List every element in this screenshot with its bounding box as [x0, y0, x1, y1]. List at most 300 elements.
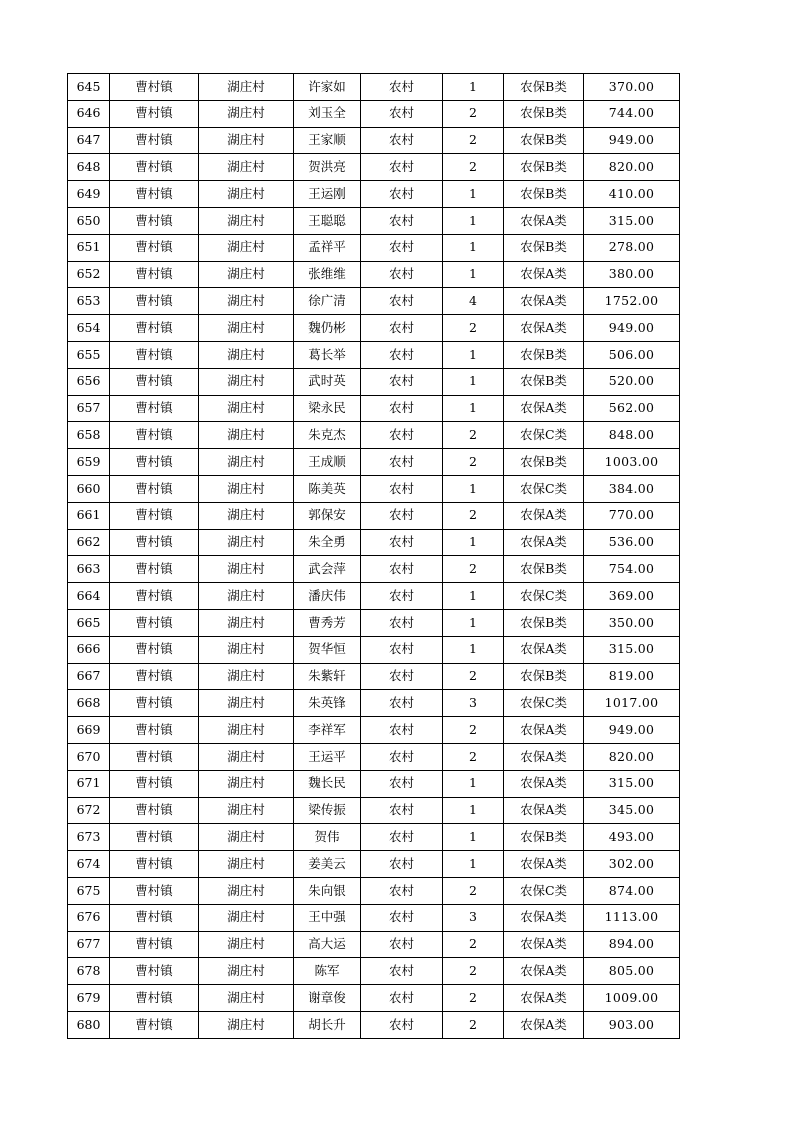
town-cell: 曹村镇: [110, 851, 199, 878]
table-row: [68, 74, 680, 101]
amount-cell: 493.00: [584, 824, 680, 851]
amount-cell: 380.00: [584, 261, 680, 288]
area-type-cell: 农村: [361, 1011, 443, 1038]
name-cell: 梁传振: [294, 797, 361, 824]
area-type-cell: 农村: [361, 288, 443, 315]
village-cell: 湖庄村: [199, 770, 294, 797]
row-number-cell: 678: [68, 958, 110, 985]
insurance-category-cell: 农保A类: [504, 743, 584, 770]
town-cell: 曹村镇: [110, 181, 199, 208]
table-row: [68, 609, 680, 636]
table-row: [68, 636, 680, 663]
assistance-table: [67, 73, 680, 1039]
village-cell: 湖庄村: [199, 743, 294, 770]
insurance-category-cell: 农保B类: [504, 663, 584, 690]
table-row: [68, 207, 680, 234]
area-type-cell: 农村: [361, 556, 443, 583]
town-cell: 曹村镇: [110, 127, 199, 154]
row-number-cell: 649: [68, 181, 110, 208]
name-cell: 王运平: [294, 743, 361, 770]
row-number-cell: 657: [68, 395, 110, 422]
insurance-category-cell: 农保C类: [504, 690, 584, 717]
insurance-category-cell: 农保A类: [504, 502, 584, 529]
household-count-cell: 2: [443, 315, 504, 342]
town-cell: 曹村镇: [110, 556, 199, 583]
row-number-cell: 646: [68, 100, 110, 127]
village-cell: 湖庄村: [199, 261, 294, 288]
area-type-cell: 农村: [361, 985, 443, 1012]
area-type-cell: 农村: [361, 717, 443, 744]
insurance-category-cell: 农保A类: [504, 636, 584, 663]
table-row: [68, 583, 680, 610]
household-count-cell: 2: [443, 1011, 504, 1038]
table-row: [68, 288, 680, 315]
insurance-category-cell: 农保A类: [504, 261, 584, 288]
row-number-cell: 658: [68, 422, 110, 449]
amount-cell: 506.00: [584, 341, 680, 368]
area-type-cell: 农村: [361, 502, 443, 529]
amount-cell: 370.00: [584, 74, 680, 101]
household-count-cell: 2: [443, 556, 504, 583]
table-row: [68, 770, 680, 797]
town-cell: 曹村镇: [110, 502, 199, 529]
insurance-category-cell: 农保C类: [504, 583, 584, 610]
insurance-category-cell: 农保A类: [504, 1011, 584, 1038]
town-cell: 曹村镇: [110, 1011, 199, 1038]
name-cell: 胡长升: [294, 1011, 361, 1038]
town-cell: 曹村镇: [110, 824, 199, 851]
name-cell: 武时英: [294, 368, 361, 395]
amount-cell: 315.00: [584, 207, 680, 234]
name-cell: 曹秀芳: [294, 609, 361, 636]
insurance-category-cell: 农保B类: [504, 609, 584, 636]
name-cell: 朱全勇: [294, 529, 361, 556]
village-cell: 湖庄村: [199, 502, 294, 529]
amount-cell: 384.00: [584, 475, 680, 502]
row-number-cell: 654: [68, 315, 110, 342]
table-row: [68, 717, 680, 744]
insurance-category-cell: 农保B类: [504, 74, 584, 101]
name-cell: 孟祥平: [294, 234, 361, 261]
row-number-cell: 648: [68, 154, 110, 181]
village-cell: 湖庄村: [199, 958, 294, 985]
amount-cell: 1003.00: [584, 449, 680, 476]
name-cell: 朱英锋: [294, 690, 361, 717]
area-type-cell: 农村: [361, 181, 443, 208]
village-cell: 湖庄村: [199, 288, 294, 315]
area-type-cell: 农村: [361, 931, 443, 958]
area-type-cell: 农村: [361, 234, 443, 261]
insurance-category-cell: 农保B类: [504, 368, 584, 395]
village-cell: 湖庄村: [199, 395, 294, 422]
table-row: [68, 368, 680, 395]
household-count-cell: 2: [443, 985, 504, 1012]
household-count-cell: 1: [443, 207, 504, 234]
town-cell: 曹村镇: [110, 985, 199, 1012]
name-cell: 魏仍彬: [294, 315, 361, 342]
amount-cell: 805.00: [584, 958, 680, 985]
town-cell: 曹村镇: [110, 958, 199, 985]
name-cell: 徐广清: [294, 288, 361, 315]
row-number-cell: 675: [68, 877, 110, 904]
table-row: [68, 475, 680, 502]
household-count-cell: 1: [443, 341, 504, 368]
table-row: [68, 743, 680, 770]
row-number-cell: 677: [68, 931, 110, 958]
name-cell: 贺洪亮: [294, 154, 361, 181]
town-cell: 曹村镇: [110, 717, 199, 744]
town-cell: 曹村镇: [110, 315, 199, 342]
name-cell: 谢章俊: [294, 985, 361, 1012]
household-count-cell: 2: [443, 100, 504, 127]
insurance-category-cell: 农保A类: [504, 904, 584, 931]
table-row: [68, 234, 680, 261]
household-count-cell: 2: [443, 743, 504, 770]
area-type-cell: 农村: [361, 207, 443, 234]
table-row: [68, 877, 680, 904]
amount-cell: 369.00: [584, 583, 680, 610]
town-cell: 曹村镇: [110, 288, 199, 315]
row-number-cell: 666: [68, 636, 110, 663]
household-count-cell: 1: [443, 770, 504, 797]
household-count-cell: 3: [443, 690, 504, 717]
area-type-cell: 农村: [361, 315, 443, 342]
row-number-cell: 662: [68, 529, 110, 556]
amount-cell: 1017.00: [584, 690, 680, 717]
insurance-category-cell: 农保A类: [504, 797, 584, 824]
area-type-cell: 农村: [361, 449, 443, 476]
insurance-category-cell: 农保C类: [504, 422, 584, 449]
village-cell: 湖庄村: [199, 100, 294, 127]
amount-cell: 949.00: [584, 717, 680, 744]
name-cell: 郭保安: [294, 502, 361, 529]
town-cell: 曹村镇: [110, 100, 199, 127]
area-type-cell: 农村: [361, 154, 443, 181]
household-count-cell: 2: [443, 502, 504, 529]
village-cell: 湖庄村: [199, 1011, 294, 1038]
village-cell: 湖庄村: [199, 475, 294, 502]
insurance-category-cell: 农保B类: [504, 181, 584, 208]
table-row: [68, 904, 680, 931]
row-number-cell: 645: [68, 74, 110, 101]
table-row: [68, 154, 680, 181]
village-cell: 湖庄村: [199, 74, 294, 101]
town-cell: 曹村镇: [110, 931, 199, 958]
row-number-cell: 656: [68, 368, 110, 395]
row-number-cell: 660: [68, 475, 110, 502]
village-cell: 湖庄村: [199, 127, 294, 154]
table-row: [68, 449, 680, 476]
area-type-cell: 农村: [361, 529, 443, 556]
village-cell: 湖庄村: [199, 931, 294, 958]
row-number-cell: 664: [68, 583, 110, 610]
area-type-cell: 农村: [361, 583, 443, 610]
table-row: [68, 985, 680, 1012]
village-cell: 湖庄村: [199, 797, 294, 824]
amount-cell: 1009.00: [584, 985, 680, 1012]
village-cell: 湖庄村: [199, 556, 294, 583]
amount-cell: 819.00: [584, 663, 680, 690]
insurance-category-cell: 农保C类: [504, 877, 584, 904]
insurance-category-cell: 农保B类: [504, 234, 584, 261]
name-cell: 王运刚: [294, 181, 361, 208]
amount-cell: 315.00: [584, 636, 680, 663]
name-cell: 葛长举: [294, 341, 361, 368]
village-cell: 湖庄村: [199, 181, 294, 208]
household-count-cell: 1: [443, 609, 504, 636]
village-cell: 湖庄村: [199, 663, 294, 690]
insurance-category-cell: 农保A类: [504, 207, 584, 234]
amount-cell: 536.00: [584, 529, 680, 556]
insurance-category-cell: 农保B类: [504, 127, 584, 154]
amount-cell: 820.00: [584, 743, 680, 770]
household-count-cell: 2: [443, 931, 504, 958]
area-type-cell: 农村: [361, 475, 443, 502]
insurance-category-cell: 农保A类: [504, 395, 584, 422]
amount-cell: 820.00: [584, 154, 680, 181]
village-cell: 湖庄村: [199, 583, 294, 610]
table-row: [68, 851, 680, 878]
household-count-cell: 1: [443, 234, 504, 261]
household-count-cell: 2: [443, 127, 504, 154]
amount-cell: 315.00: [584, 770, 680, 797]
table-body: [68, 74, 680, 1039]
table-row: [68, 261, 680, 288]
row-number-cell: 672: [68, 797, 110, 824]
household-count-cell: 1: [443, 851, 504, 878]
table-row: [68, 824, 680, 851]
row-number-cell: 676: [68, 904, 110, 931]
household-count-cell: 1: [443, 636, 504, 663]
village-cell: 湖庄村: [199, 449, 294, 476]
insurance-category-cell: 农保B类: [504, 100, 584, 127]
household-count-cell: 1: [443, 529, 504, 556]
amount-cell: 903.00: [584, 1011, 680, 1038]
insurance-category-cell: 农保A类: [504, 315, 584, 342]
name-cell: 朱向银: [294, 877, 361, 904]
table-row: [68, 958, 680, 985]
town-cell: 曹村镇: [110, 770, 199, 797]
household-count-cell: 2: [443, 422, 504, 449]
amount-cell: 874.00: [584, 877, 680, 904]
household-count-cell: 2: [443, 663, 504, 690]
amount-cell: 278.00: [584, 234, 680, 261]
village-cell: 湖庄村: [199, 851, 294, 878]
insurance-category-cell: 农保A类: [504, 931, 584, 958]
name-cell: 贺华恒: [294, 636, 361, 663]
household-count-cell: 1: [443, 395, 504, 422]
name-cell: 王中强: [294, 904, 361, 931]
town-cell: 曹村镇: [110, 449, 199, 476]
amount-cell: 754.00: [584, 556, 680, 583]
town-cell: 曹村镇: [110, 368, 199, 395]
table-row: [68, 422, 680, 449]
town-cell: 曹村镇: [110, 904, 199, 931]
village-cell: 湖庄村: [199, 422, 294, 449]
row-number-cell: 668: [68, 690, 110, 717]
row-number-cell: 661: [68, 502, 110, 529]
insurance-category-cell: 农保A类: [504, 958, 584, 985]
village-cell: 湖庄村: [199, 315, 294, 342]
insurance-category-cell: 农保A类: [504, 288, 584, 315]
table-row: [68, 690, 680, 717]
town-cell: 曹村镇: [110, 475, 199, 502]
amount-cell: 302.00: [584, 851, 680, 878]
insurance-category-cell: 农保A类: [504, 717, 584, 744]
amount-cell: 848.00: [584, 422, 680, 449]
row-number-cell: 652: [68, 261, 110, 288]
village-cell: 湖庄村: [199, 690, 294, 717]
area-type-cell: 农村: [361, 824, 443, 851]
town-cell: 曹村镇: [110, 207, 199, 234]
village-cell: 湖庄村: [199, 877, 294, 904]
row-number-cell: 650: [68, 207, 110, 234]
town-cell: 曹村镇: [110, 422, 199, 449]
area-type-cell: 农村: [361, 797, 443, 824]
village-cell: 湖庄村: [199, 824, 294, 851]
table-row: [68, 395, 680, 422]
area-type-cell: 农村: [361, 690, 443, 717]
row-number-cell: 669: [68, 717, 110, 744]
name-cell: 魏长民: [294, 770, 361, 797]
village-cell: 湖庄村: [199, 368, 294, 395]
table-row: [68, 797, 680, 824]
insurance-category-cell: 农保B类: [504, 824, 584, 851]
village-cell: 湖庄村: [199, 904, 294, 931]
row-number-cell: 663: [68, 556, 110, 583]
insurance-category-cell: 农保B类: [504, 341, 584, 368]
town-cell: 曹村镇: [110, 877, 199, 904]
row-number-cell: 665: [68, 609, 110, 636]
name-cell: 李祥军: [294, 717, 361, 744]
name-cell: 刘玉全: [294, 100, 361, 127]
insurance-category-cell: 农保A类: [504, 529, 584, 556]
table-row: [68, 1011, 680, 1038]
town-cell: 曹村镇: [110, 690, 199, 717]
town-cell: 曹村镇: [110, 636, 199, 663]
village-cell: 湖庄村: [199, 609, 294, 636]
row-number-cell: 659: [68, 449, 110, 476]
area-type-cell: 农村: [361, 341, 443, 368]
village-cell: 湖庄村: [199, 636, 294, 663]
insurance-category-cell: 农保B类: [504, 154, 584, 181]
name-cell: 许家如: [294, 74, 361, 101]
name-cell: 陈军: [294, 958, 361, 985]
insurance-category-cell: 农保B类: [504, 556, 584, 583]
town-cell: 曹村镇: [110, 583, 199, 610]
row-number-cell: 674: [68, 851, 110, 878]
table-row: [68, 341, 680, 368]
town-cell: 曹村镇: [110, 234, 199, 261]
table-row: [68, 556, 680, 583]
town-cell: 曹村镇: [110, 743, 199, 770]
table-row: [68, 502, 680, 529]
name-cell: 梁永民: [294, 395, 361, 422]
amount-cell: 410.00: [584, 181, 680, 208]
area-type-cell: 农村: [361, 770, 443, 797]
area-type-cell: 农村: [361, 958, 443, 985]
household-count-cell: 2: [443, 877, 504, 904]
name-cell: 贺伟: [294, 824, 361, 851]
row-number-cell: 667: [68, 663, 110, 690]
village-cell: 湖庄村: [199, 234, 294, 261]
insurance-category-cell: 农保C类: [504, 475, 584, 502]
table-row: [68, 931, 680, 958]
name-cell: 朱克杰: [294, 422, 361, 449]
insurance-category-cell: 农保A类: [504, 770, 584, 797]
table-row: [68, 181, 680, 208]
household-count-cell: 2: [443, 717, 504, 744]
amount-cell: 894.00: [584, 931, 680, 958]
table-row: [68, 663, 680, 690]
town-cell: 曹村镇: [110, 261, 199, 288]
village-cell: 湖庄村: [199, 529, 294, 556]
area-type-cell: 农村: [361, 74, 443, 101]
town-cell: 曹村镇: [110, 797, 199, 824]
area-type-cell: 农村: [361, 851, 443, 878]
area-type-cell: 农村: [361, 395, 443, 422]
name-cell: 武会萍: [294, 556, 361, 583]
household-count-cell: 2: [443, 958, 504, 985]
amount-cell: 350.00: [584, 609, 680, 636]
name-cell: 王家顺: [294, 127, 361, 154]
insurance-category-cell: 农保B类: [504, 449, 584, 476]
household-count-cell: 2: [443, 154, 504, 181]
name-cell: 王成顺: [294, 449, 361, 476]
town-cell: 曹村镇: [110, 395, 199, 422]
household-count-cell: 1: [443, 475, 504, 502]
household-count-cell: 1: [443, 74, 504, 101]
area-type-cell: 农村: [361, 743, 443, 770]
amount-cell: 949.00: [584, 315, 680, 342]
area-type-cell: 农村: [361, 636, 443, 663]
row-number-cell: 651: [68, 234, 110, 261]
amount-cell: 770.00: [584, 502, 680, 529]
village-cell: 湖庄村: [199, 341, 294, 368]
town-cell: 曹村镇: [110, 609, 199, 636]
row-number-cell: 670: [68, 743, 110, 770]
area-type-cell: 农村: [361, 422, 443, 449]
village-cell: 湖庄村: [199, 985, 294, 1012]
village-cell: 湖庄村: [199, 207, 294, 234]
row-number-cell: 647: [68, 127, 110, 154]
insurance-category-cell: 农保A类: [504, 851, 584, 878]
amount-cell: 1752.00: [584, 288, 680, 315]
row-number-cell: 680: [68, 1011, 110, 1038]
amount-cell: 520.00: [584, 368, 680, 395]
area-type-cell: 农村: [361, 609, 443, 636]
area-type-cell: 农村: [361, 261, 443, 288]
town-cell: 曹村镇: [110, 529, 199, 556]
insurance-category-cell: 农保A类: [504, 985, 584, 1012]
amount-cell: 949.00: [584, 127, 680, 154]
name-cell: 潘庆伟: [294, 583, 361, 610]
name-cell: 张维维: [294, 261, 361, 288]
amount-cell: 345.00: [584, 797, 680, 824]
table-row: [68, 127, 680, 154]
town-cell: 曹村镇: [110, 74, 199, 101]
household-count-cell: 1: [443, 583, 504, 610]
household-count-cell: 3: [443, 904, 504, 931]
household-count-cell: 1: [443, 368, 504, 395]
household-count-cell: 4: [443, 288, 504, 315]
town-cell: 曹村镇: [110, 154, 199, 181]
table-row: [68, 100, 680, 127]
area-type-cell: 农村: [361, 127, 443, 154]
name-cell: 姜美云: [294, 851, 361, 878]
household-count-cell: 1: [443, 181, 504, 208]
amount-cell: 744.00: [584, 100, 680, 127]
